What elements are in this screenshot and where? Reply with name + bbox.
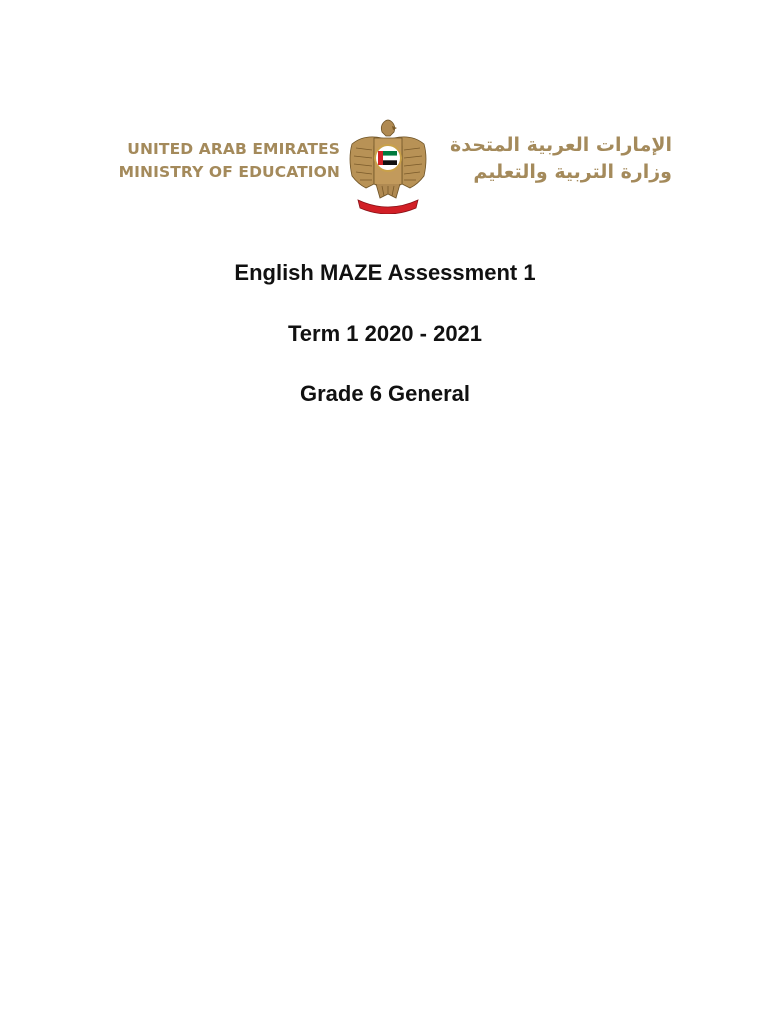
document-title: English MAZE Assessment 1 — [234, 260, 536, 285]
uae-falcon-emblem-icon — [344, 118, 432, 214]
term-label: Term 1 2020 - 2021 — [287, 321, 483, 346]
ministry-name-english — [108, 138, 340, 184]
ministry-name-arabic-line: وزارة التربية والتعليم — [473, 161, 672, 183]
ministry-header — [0, 118, 770, 218]
document-titles — [0, 258, 770, 409]
ministry-name-english-line: MINISTRY OF EDUCATION — [118, 163, 340, 181]
country-name-arabic: الإمارات العربية المتحدة — [450, 134, 672, 156]
country-name-english: UNITED ARAB EMIRATES — [127, 140, 340, 158]
ministry-name-arabic — [440, 132, 672, 186]
grade-label: Grade 6 General — [300, 381, 470, 406]
